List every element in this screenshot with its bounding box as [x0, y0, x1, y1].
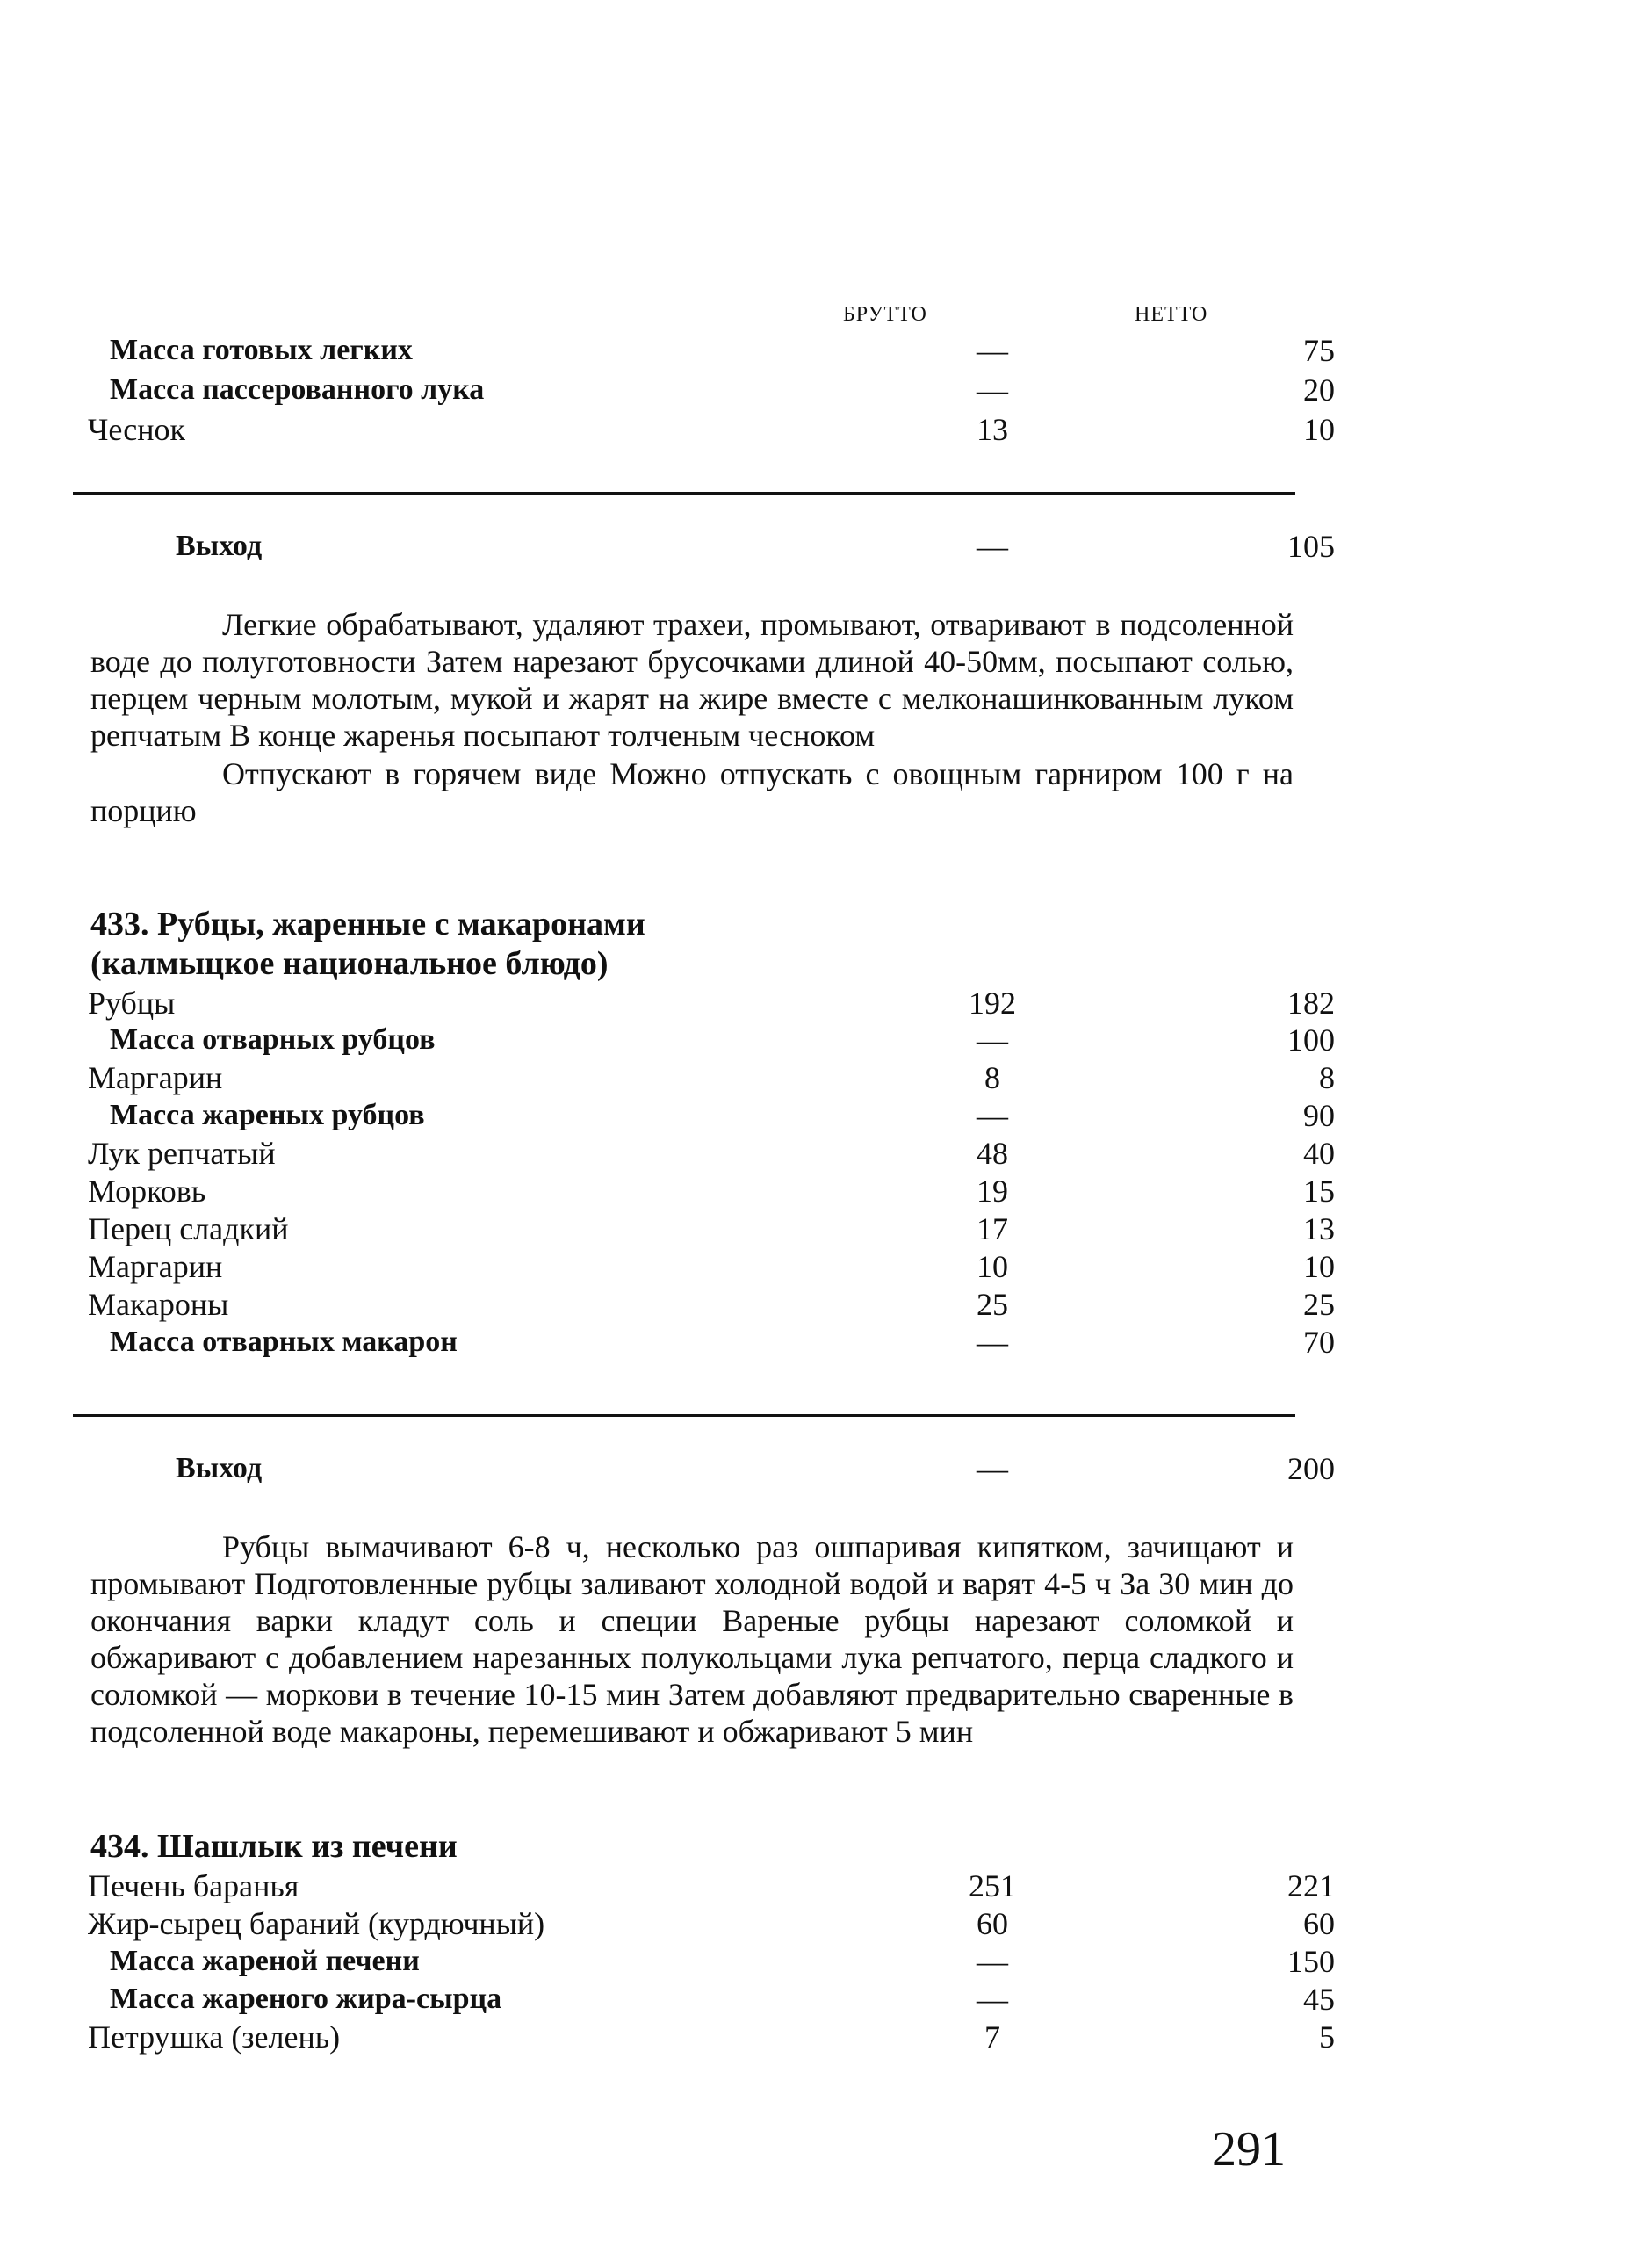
table-row — [88, 410, 1335, 449]
brutto-value: — — [977, 529, 1008, 564]
ingredient-name: Масса жареного жира-сырца — [110, 1983, 502, 2015]
recipe-title: 434. Шашлык из печени — [90, 1828, 458, 1865]
netto-header: НЕТТО — [1135, 303, 1208, 326]
yield-row — [88, 1449, 1335, 1488]
netto-value: 221 — [1287, 1868, 1335, 1903]
brutto-value: — — [977, 1944, 1008, 1979]
recipe-title: 433. Рубцы, жаренные с макаронами — [90, 906, 645, 943]
divider-rule — [73, 492, 1295, 495]
table-row — [88, 331, 1335, 370]
ingredient-name: Масса отварных рубцов — [110, 1023, 436, 1056]
netto-value: 20 — [1303, 372, 1335, 408]
instructions-text — [90, 606, 1294, 829]
ingredient-name: Морковь — [88, 1174, 206, 1209]
paragraph: Легкие обрабатывают, удаляют трахеи, промывают, отваривают в подсоленной воде до полуготовности Затем нарезают брусочками длиной 40-50мм, посыпают солью, перцем черным молотым, мукой и жарят на жире вместе с мелконашинкованным луком репчатым В конце жаренья посыпают толченым чесноком — [90, 607, 1294, 753]
brutto-value: — — [977, 372, 1008, 408]
paragraph: Отпускают в горячем виде Можно отпускать с овощным гарниром 100 г на порцию — [90, 756, 1294, 828]
brutto-value: 48 — [977, 1136, 1008, 1171]
table-row — [88, 2018, 1335, 2056]
brutto-value: 60 — [977, 1906, 1008, 1941]
brutto-value: 25 — [977, 1287, 1008, 1322]
table-row — [88, 1904, 1335, 1943]
table-row — [88, 1172, 1335, 1210]
recipe-subtitle: (калмыцкое национальное блюдо) — [90, 945, 609, 982]
table-row — [88, 1323, 1335, 1362]
ingredient-name: Масса отварных макарон — [110, 1325, 458, 1358]
ingredient-name: Масса готовых легких — [110, 334, 413, 366]
brutto-value: 8 — [984, 1060, 1000, 1095]
brutto-value: 13 — [977, 412, 1008, 447]
brutto-value: — — [977, 333, 1008, 368]
table-row — [88, 1210, 1335, 1248]
netto-value: 25 — [1303, 1287, 1335, 1322]
yield-label: Выход — [176, 530, 263, 562]
netto-value: 45 — [1303, 1982, 1335, 2017]
netto-value: 90 — [1303, 1098, 1335, 1133]
ingredient-name: Масса жареных рубцов — [110, 1099, 425, 1131]
netto-value: 182 — [1287, 986, 1335, 1021]
table-row — [88, 984, 1335, 1022]
netto-value: 100 — [1287, 1022, 1335, 1058]
ingredient-name: Маргарин — [88, 1060, 223, 1095]
yield-row — [88, 527, 1335, 566]
netto-value: 60 — [1303, 1906, 1335, 1941]
divider-rule — [73, 1414, 1295, 1417]
netto-value: 13 — [1303, 1211, 1335, 1246]
ingredient-name: Масса пассерованного лука — [110, 373, 485, 406]
ingredient-name: Маргарин — [88, 1249, 223, 1284]
netto-value: 15 — [1303, 1174, 1335, 1209]
table-row — [88, 371, 1335, 409]
netto-value: 5 — [1319, 2019, 1335, 2055]
ingredient-name: Перец сладкий — [88, 1211, 289, 1246]
table-row — [88, 1867, 1335, 1905]
table-row — [88, 1096, 1335, 1135]
netto-value: 105 — [1287, 529, 1335, 564]
brutto-value: 17 — [977, 1211, 1008, 1246]
table-row — [88, 1058, 1335, 1097]
brutto-value: 7 — [984, 2019, 1000, 2055]
table-row — [88, 1021, 1335, 1059]
ingredient-name: Печень баранья — [88, 1868, 299, 1903]
netto-value: 40 — [1303, 1136, 1335, 1171]
ingredient-name: Чеснок — [88, 412, 186, 447]
table-row — [88, 1285, 1335, 1324]
yield-label: Выход — [176, 1452, 263, 1484]
brutto-value: 10 — [977, 1249, 1008, 1284]
brutto-value: 251 — [969, 1868, 1016, 1903]
netto-value: 75 — [1303, 333, 1335, 368]
netto-value: 10 — [1303, 1249, 1335, 1284]
ingredient-name: Макароны — [88, 1287, 229, 1322]
netto-value: 70 — [1303, 1325, 1335, 1360]
netto-value: 10 — [1303, 412, 1335, 447]
ingredient-name: Петрушка (зелень) — [88, 2019, 341, 2055]
netto-value: 150 — [1287, 1944, 1335, 1979]
netto-value: 200 — [1287, 1451, 1335, 1486]
instructions-text — [90, 1528, 1294, 1750]
table-row — [88, 1942, 1335, 1981]
ingredient-name: Масса жареной печени — [110, 1945, 420, 1977]
ingredient-name: Рубцы — [88, 986, 176, 1021]
netto-value: 8 — [1319, 1060, 1335, 1095]
brutto-value: — — [977, 1451, 1008, 1486]
brutto-value: — — [977, 1022, 1008, 1058]
brutto-header: БРУТТО — [843, 303, 927, 326]
brutto-value: — — [977, 1982, 1008, 2017]
paragraph: Рубцы вымачивают 6-8 ч, несколько раз ошпаривая кипятком, зачищают и промывают Подготовленные рубцы заливают холодной водой и варят 4-5 ч За 30 мин до окончания варки кладут соль и специи Вареные рубцы нарезают соломкой и обжаривают с добавлением нарезанных полукольцами лука репчатого, перца сладкого и соломкой — моркови в течение 10-15 мин Затем добавляют предварительно сваренные в подсоленной воде макароны, перемешивают и обжаривают 5 мин — [90, 1529, 1294, 1749]
ingredient-name: Лук репчатый — [88, 1136, 276, 1171]
table-row — [88, 1247, 1335, 1286]
brutto-value: 192 — [969, 986, 1016, 1021]
page-number: 291 — [1212, 2122, 1286, 2177]
table-row — [88, 1134, 1335, 1173]
brutto-value: 19 — [977, 1174, 1008, 1209]
ingredient-name: Жир-сырец бараний (курдючный) — [88, 1906, 545, 1941]
brutto-value: — — [977, 1098, 1008, 1133]
table-row — [88, 1980, 1335, 2019]
brutto-value: — — [977, 1325, 1008, 1360]
